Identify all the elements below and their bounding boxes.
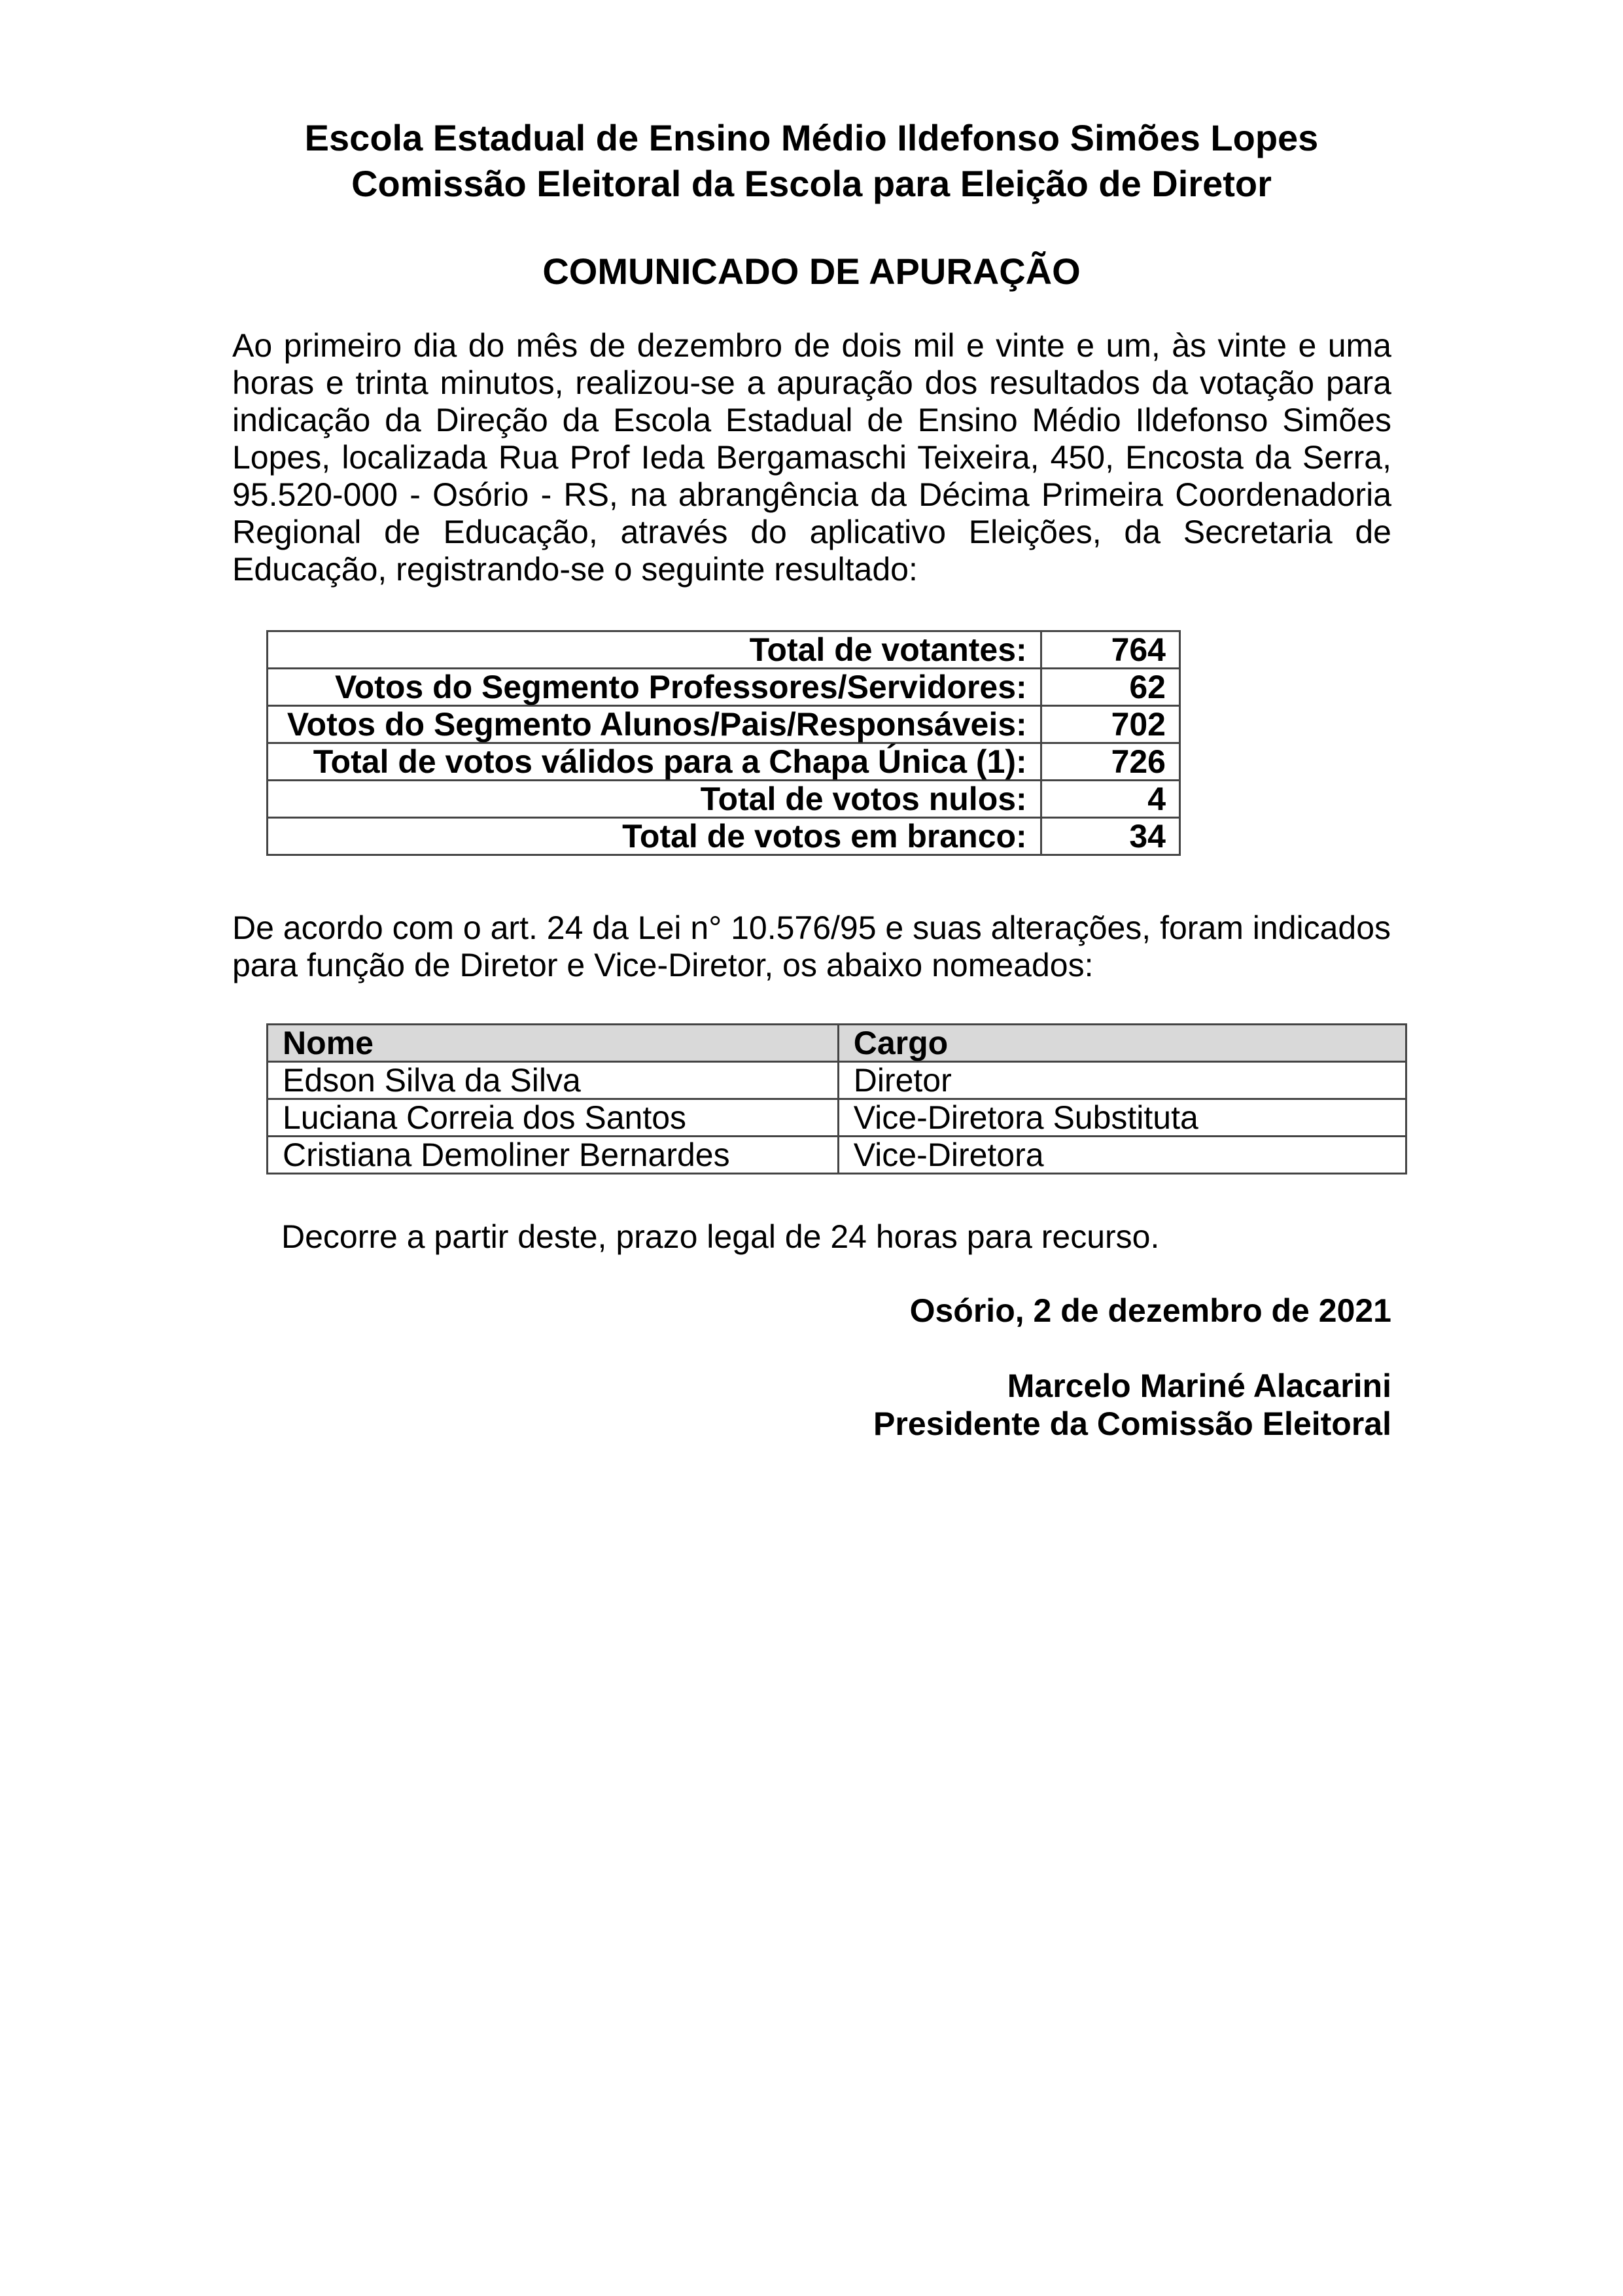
person-name: Edson Silva da Silva	[268, 1062, 839, 1099]
appointees-table	[266, 1023, 1407, 1174]
result-value: 4	[1041, 781, 1179, 818]
document-title: COMUNICADO DE APURAÇÃO	[542, 251, 1081, 292]
result-value: 726	[1041, 743, 1179, 781]
column-header-name: Nome	[268, 1025, 839, 1062]
table-row	[268, 631, 1180, 669]
result-value: 764	[1041, 631, 1179, 669]
result-label: Votos do Segmento Alunos/Pais/Responsáveis:	[268, 706, 1041, 743]
result-label: Total de votos nulos:	[268, 781, 1041, 818]
table-row	[268, 781, 1180, 818]
table-row	[268, 743, 1180, 781]
signatory-role: Presidente da Comissão Eleitoral	[873, 1405, 1391, 1442]
table-row	[268, 1137, 1406, 1174]
school-name-heading: Escola Estadual de Ensino Médio Ildefonso Simões Lopes	[304, 117, 1319, 158]
results-table	[266, 630, 1181, 856]
person-name: Cristiana Demoliner Bernardes	[268, 1137, 839, 1174]
table-row	[268, 706, 1180, 743]
intro-paragraph: Ao primeiro dia do mês de dezembro de dois mil e vinte e um, às vinte e uma horas e trinta minutos, realizou-se a apuração dos resultados da votação para indicação da Direção da Escola Estadual de Ensino Médio Ildefonso Simões Lopes, localizada Rua Prof Ieda Bergamaschi Teixeira, 450, Encosta da Serra, 95.520-000 - Osório - RS, na abrangência da Décima Primeira Coordenadoria Regional de Educação, através do aplicativo Eleições, da Secretaria de Educação, registrando-se o seguinte resultado:	[232, 327, 1391, 588]
result-value: 62	[1041, 669, 1179, 706]
appeal-notice: Decorre a partir deste, prazo legal de 24 horas para recurso.	[281, 1218, 1160, 1255]
table-header-row	[268, 1025, 1406, 1062]
table-row	[268, 1062, 1406, 1099]
result-label: Total de votos válidos para a Chapa Única (1):	[268, 743, 1041, 781]
document-date: Osório, 2 de dezembro de 2021	[909, 1292, 1391, 1329]
person-role: Diretor	[838, 1062, 1406, 1099]
table-row	[268, 818, 1180, 855]
result-label: Total de votantes:	[268, 631, 1041, 669]
person-role: Vice-Diretora Substituta	[838, 1099, 1406, 1137]
table-row	[268, 1099, 1406, 1137]
column-header-role: Cargo	[838, 1025, 1406, 1062]
person-name: Luciana Correia dos Santos	[268, 1099, 839, 1137]
result-value: 702	[1041, 706, 1179, 743]
result-label: Total de votos em branco:	[268, 818, 1041, 855]
legal-paragraph: De acordo com o art. 24 da Lei n° 10.576/95 e suas alterações, foram indicados para função de Diretor e Vice-Diretor, os abaixo nomeados:	[232, 910, 1391, 983]
result-label: Votos do Segmento Professores/Servidores:	[268, 669, 1041, 706]
person-role: Vice-Diretora	[838, 1137, 1406, 1174]
table-row	[268, 669, 1180, 706]
result-value: 34	[1041, 818, 1179, 855]
signatory-name: Marcelo Mariné Alacarini	[1007, 1368, 1391, 1404]
commission-name-heading: Comissão Eleitoral da Escola para Eleição de Diretor	[351, 163, 1272, 204]
